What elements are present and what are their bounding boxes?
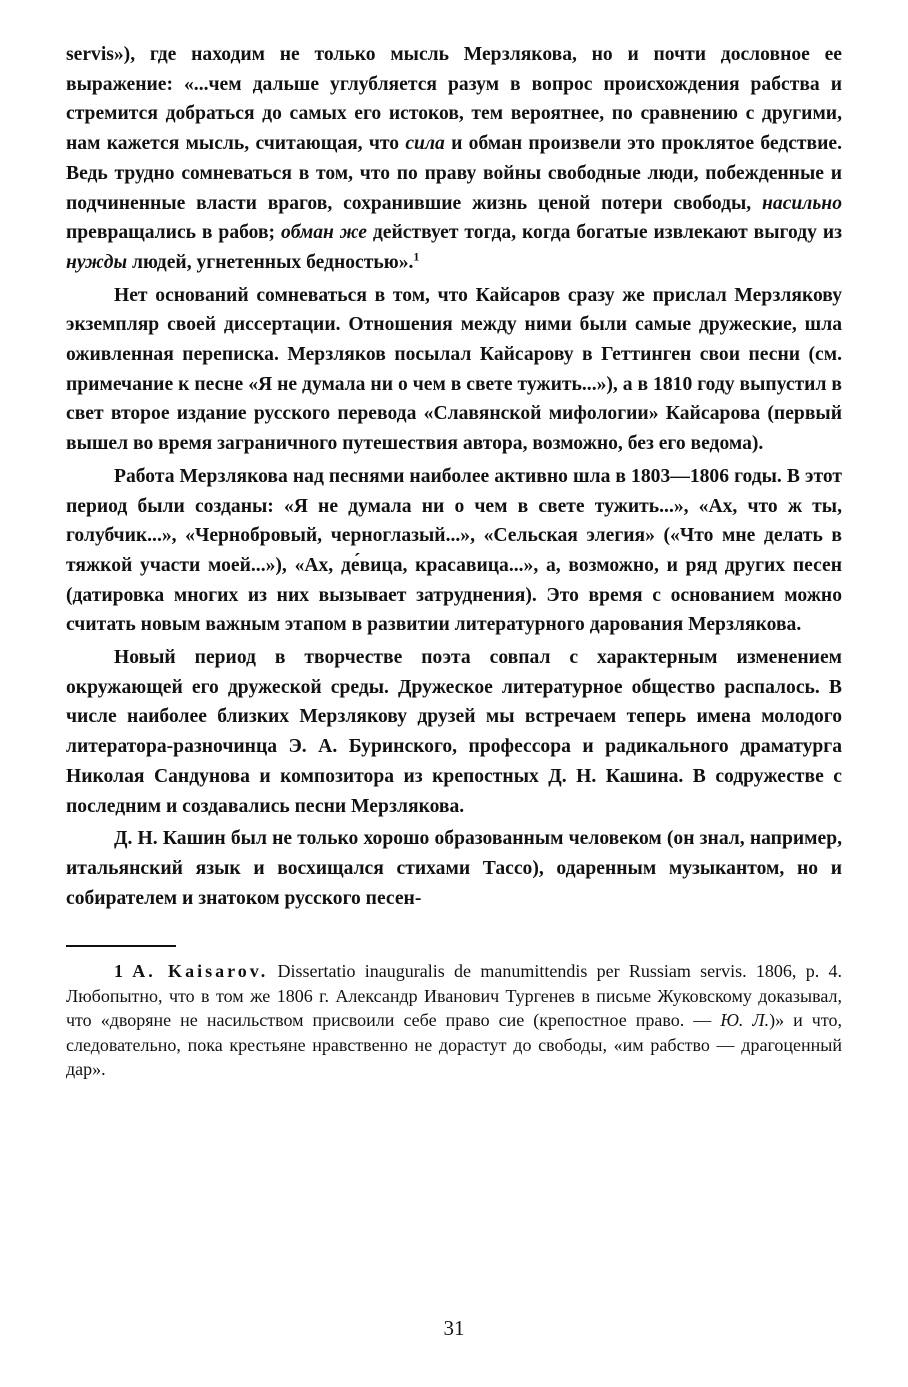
italic-run: нужды <box>66 251 128 273</box>
paragraph-5: Д. Н. Кашин был не только хорошо образованным человеком (он знал, например, итальянский язык и восхищался стихами Тассо), одаренным музыкантом, но и собирателем и знатоком русского песен- <box>66 828 842 909</box>
main-text <box>66 40 842 913</box>
text-run: действует тогда, когда богатые извлекают выгоду из <box>366 222 842 244</box>
italic-run: обман же <box>281 222 367 244</box>
italic-run: насильно <box>762 192 842 214</box>
page-number: 31 <box>443 1316 465 1340</box>
text-run: людей, угнетенных бедностью». <box>127 251 414 273</box>
paragraph-4: Новый период в творчестве поэта совпал с характерным изменением окружающей его дружеской среды. Дружеское литературное общество распалось. В числе наиболее близких Мерзлякову друзей мы встречаем теперь имена молодого литератора-разночинца Э. А. Буринского, профессора и радикального драматурга Николая Сандунова и композитора из крепостных Д. Н. Кашина. В содружестве с последним и создавались песни Мерзлякова. <box>66 647 842 817</box>
footnote-divider <box>66 945 176 947</box>
footnote-text: Dissertatio inauguralis de manumittendis per Russiam servis. 1806, p. 4. Любопытно, что в том же 1806 г. Александр Иванович Тургенев в письме Жуковскому доказывал, что «дворяне не насильством присвоили себе право сие (крепостное право. — <box>66 961 842 1031</box>
footnote-author: A. Kaisarov. <box>132 961 269 982</box>
footnote <box>66 959 842 1082</box>
italic-run: сила <box>405 133 445 155</box>
text-run: и обман произвели это проклятое бедствие. Ведь трудно сомневаться в том, что по праву войны свободные люди, побежденные и подчиненные власти врагов, сохранившие жизнь ценой потери свободы, <box>66 133 842 214</box>
footnote-editor: Ю. Л. <box>720 1010 770 1031</box>
footnote-marker: 1 <box>114 961 123 982</box>
text-run: превращались в рабов; <box>66 222 281 244</box>
paragraph-1 <box>66 40 842 278</box>
text-run: servis»), где находим не только мысль Мерзлякова, но и почти дословное ее выражение: «...чем дальше углубляется разум в вопрос происхождения рабства и стремится добраться до самых его истоков, тем вероятнее, по сравнению с другими, нам кажется мысль, считающая, что <box>66 44 842 155</box>
paragraph-2: Нет оснований сомневаться в том, что Кайсаров сразу же прислал Мерзлякову экземпляр своей диссертации. Отношения между ними были самые дружеские, шла оживленная переписка. Мерзляков посылал Кайсарову в Геттинген свои песни (см. примечание к песне «Я не думала ни о чем в свете тужить...»), а в 1810 году выпустил в свет второе издание русского перевода «Славянской мифологии» Кайсарова (первый вышел во время заграничного путешествия автора, возможно, без его ведома). <box>66 284 842 455</box>
footnote-text-end: )» и что, следовательно, пока крестьяне нравственно не дорастут до свободы, «им рабство — драгоценный дар». <box>66 1010 842 1080</box>
paragraph-3: Работа Мерзлякова над песнями наиболее активно шла в 1803—1806 годы. В этот период были созданы: «Я не думала ни о чем в свете тужить...», «Ах, что ж ты, голубчик...», «Чернобровый, черноглазый...», «Сельская элегия» («Что мне делать в тяжкой участи моей...»), «Ах, де́вица, красавица...», а, возможно, и ряд других песен (датировка многих из них вызывает затруднения). Это время с основанием можно считать новым важным этапом в развитии литературного дарования Мерзлякова. <box>66 465 842 636</box>
footnote-ref[interactable]: 1 <box>413 249 420 264</box>
